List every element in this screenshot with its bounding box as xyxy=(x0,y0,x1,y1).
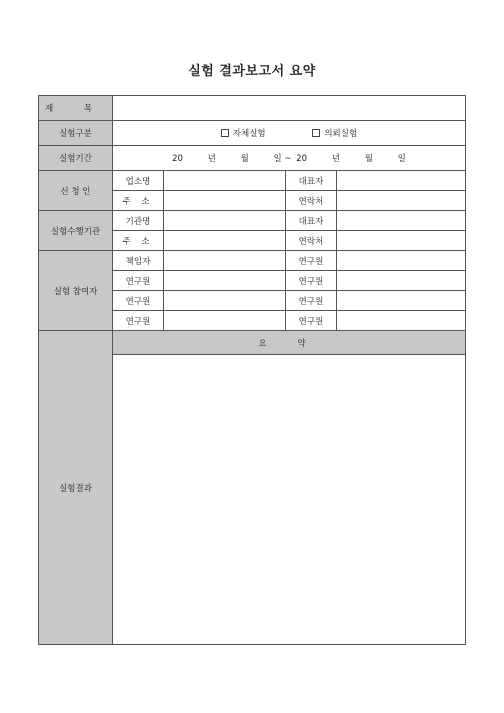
type-label: 실험구분 xyxy=(39,121,113,146)
participants-label: 실험 참여자 xyxy=(39,251,113,331)
participant-right-field[interactable] xyxy=(337,251,466,271)
agency-name-field[interactable] xyxy=(164,211,286,231)
period-wol1: 월 xyxy=(240,154,249,164)
result-label: 실험결과 xyxy=(39,331,113,645)
participant-left-label: 연구원 xyxy=(113,291,164,311)
applicant-contact-field[interactable] xyxy=(337,191,466,211)
period-nyeon1: 년 xyxy=(207,154,216,164)
period-wol2: 월 xyxy=(364,154,373,164)
summary-field[interactable] xyxy=(113,355,466,645)
applicant-contact-label: 연락처 xyxy=(286,191,337,211)
page-title: 실험 결과보고서 요약 xyxy=(188,64,316,79)
checkbox-icon xyxy=(312,129,320,137)
agency-rep-label: 대표자 xyxy=(286,211,337,231)
period-il2: 일 xyxy=(397,154,406,164)
participant-right-label: 연구원 xyxy=(286,291,337,311)
period-year2: 20 xyxy=(296,154,308,164)
agency-contact-label: 연락처 xyxy=(286,231,337,251)
participant-left-field[interactable] xyxy=(164,291,286,311)
period-year1: 20 xyxy=(172,154,183,164)
participant-left-label: 연구원 xyxy=(113,311,164,331)
option-self[interactable] xyxy=(221,127,266,139)
applicant-address-field[interactable] xyxy=(164,191,286,211)
participant-right-label: 연구원 xyxy=(286,311,337,331)
participant-right-field[interactable] xyxy=(337,311,466,331)
applicant-label: 신 청 인 xyxy=(39,171,113,211)
applicant-name-field[interactable] xyxy=(164,171,286,191)
report-form-table xyxy=(38,95,466,645)
checkbox-icon xyxy=(221,129,229,137)
subject-label: 제 목 xyxy=(39,96,113,121)
agency-label: 실험수행기관 xyxy=(39,211,113,251)
agency-address-label: 주 소 xyxy=(113,231,164,251)
participant-right-field[interactable] xyxy=(337,271,466,291)
option-request-label: 의뢰실험 xyxy=(324,129,358,139)
agency-contact-field[interactable] xyxy=(337,231,466,251)
participant-left-label: 책임자 xyxy=(113,251,164,271)
option-self-label: 자체실험 xyxy=(232,129,266,139)
participant-left-field[interactable] xyxy=(164,251,286,271)
summary-header: 요 약 xyxy=(113,331,466,355)
applicant-address-label: 주 소 xyxy=(113,191,164,211)
applicant-name-label: 업소명 xyxy=(113,171,164,191)
option-request[interactable] xyxy=(312,127,357,139)
agency-address-field[interactable] xyxy=(164,231,286,251)
participant-right-field[interactable] xyxy=(337,291,466,311)
subject-field[interactable] xyxy=(113,96,466,121)
applicant-rep-field[interactable] xyxy=(337,171,466,191)
agency-rep-field[interactable] xyxy=(337,211,466,231)
participant-left-field[interactable] xyxy=(164,311,286,331)
agency-name-label: 기관명 xyxy=(113,211,164,231)
participant-right-label: 연구원 xyxy=(286,251,337,271)
period-il1: 일 ~ xyxy=(273,154,292,164)
period-nyeon2: 년 xyxy=(331,154,341,164)
participant-right-label: 연구원 xyxy=(286,271,337,291)
period-field[interactable] xyxy=(113,146,466,171)
period-label: 실험기간 xyxy=(39,146,113,171)
participant-left-label: 연구원 xyxy=(113,271,164,291)
applicant-rep-label: 대표자 xyxy=(286,171,337,191)
type-options xyxy=(113,121,466,146)
participant-left-field[interactable] xyxy=(164,271,286,291)
